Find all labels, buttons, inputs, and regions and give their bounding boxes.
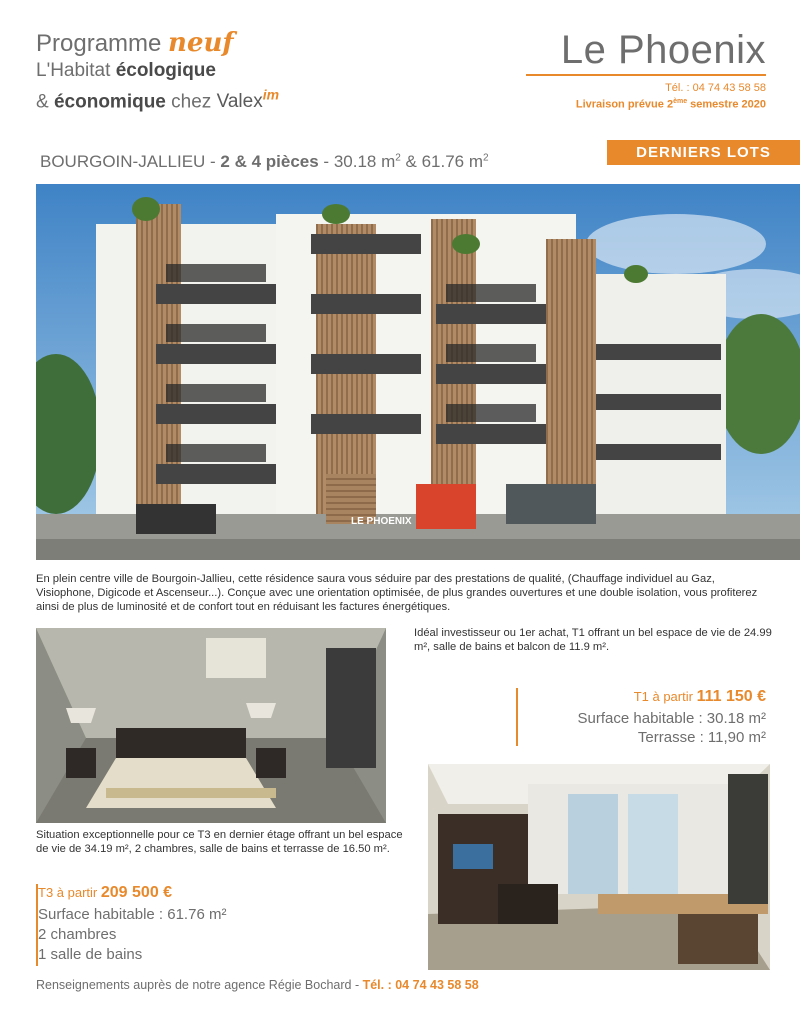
programme-header xyxy=(36,28,356,114)
habitat-bold: écologique xyxy=(115,60,216,81)
bedroom-rendering xyxy=(36,628,386,823)
dash-1: - xyxy=(205,152,221,171)
city: BOURGOIN-JALLIEU xyxy=(40,152,206,171)
building-sign: LE PHOENIX xyxy=(351,516,412,527)
derniers-lots-badge: DERNIERS LOTS xyxy=(607,140,800,165)
programme-line xyxy=(36,28,356,59)
size-a: 30.18 m xyxy=(333,152,396,171)
t1-pricing-box xyxy=(516,688,766,746)
t1-price: 111 150 € xyxy=(696,688,766,705)
habitat-bold-2: économique xyxy=(53,91,166,113)
t3-surface: Surface habitable : 61.76 m² xyxy=(38,906,227,923)
delivery-sup: ème xyxy=(673,98,688,105)
delivery-date xyxy=(576,98,766,111)
delivery-prefix: Livraison prévue 2 xyxy=(575,98,674,111)
living-room-illustration xyxy=(428,764,770,970)
size-b: & 61.76 m xyxy=(400,152,484,171)
t1-surface: Surface habitable : 30.18 m² xyxy=(577,710,766,727)
programme-accent: neuf xyxy=(168,28,234,58)
t3-price-line xyxy=(38,884,172,902)
t3-price: 209 500 € xyxy=(100,884,173,901)
brand-title: Le Phoenix xyxy=(560,28,766,72)
habitat-prefix: L'Habitat xyxy=(36,60,111,81)
valexim-logo xyxy=(216,87,280,113)
brand-phone xyxy=(665,82,766,94)
footer-contact xyxy=(36,978,479,992)
bedroom-illustration xyxy=(36,628,386,823)
living-room-rendering xyxy=(428,764,770,970)
building-illustration xyxy=(36,184,800,560)
building-rendering xyxy=(36,184,800,560)
sup-a: 2 xyxy=(395,152,401,164)
delivery-suffix: semestre 2020 xyxy=(690,98,766,111)
habitat-amp: & xyxy=(36,91,49,113)
rooms: 2 & 4 pièces xyxy=(220,152,319,171)
valex-im-text: im xyxy=(262,87,280,103)
phone-number: 04 74 43 58 58 xyxy=(692,82,766,94)
valex-text: Valex xyxy=(216,91,263,113)
t3-chambres: 2 chambres xyxy=(38,926,117,943)
programme-prefix: Programme xyxy=(36,30,162,57)
sup-b: 2 xyxy=(483,152,489,164)
habitat-line-2 xyxy=(36,83,356,114)
t1-terrasse: Terrasse : 11,90 m² xyxy=(637,729,766,746)
habitat-line-1 xyxy=(36,59,356,83)
footer-phone: Tél. : 04 74 43 58 58 xyxy=(362,978,479,992)
footer-text: Renseignements auprès de notre agence Régie Bochard - xyxy=(36,978,363,992)
t3-description: Situation exceptionnelle pour ce T3 en dernier étage offrant un bel espace de vie de 34.19 m², 2 chambres, salle de bains et terrasse de 16.50 m². xyxy=(36,829,403,855)
t1-price-line xyxy=(634,688,766,706)
t1-description: Idéal investisseur ou 1er achat, T1 offrant un bel espace de vie de 24.99 m², salle de bains et balcon de 11.9 m². xyxy=(414,627,772,653)
t1-price-label: T1 à partir xyxy=(633,689,693,704)
dash-2: - xyxy=(318,152,334,171)
description-text: En plein centre ville de Bourgoin-Jallieu, cette résidence saura vous séduire par des prestations de qualité, (Chauffage individuel au Gaz, Visiophone, Digicode et Ascenseur...). Conçue avec une orientation optimisée, de plus grandes ouvertures et une double isolation, vous profiterez ainsi de plus de luminosité et de confort tout en réduisant les factures énergétiques. xyxy=(36,573,758,613)
t3-price-label: T3 à partir xyxy=(38,885,98,900)
t3-pricing-box xyxy=(36,884,296,966)
habitat-chez: chez xyxy=(171,91,212,113)
location-line xyxy=(40,152,489,172)
phone-label: Tél. : xyxy=(665,82,690,94)
brand-divider xyxy=(526,74,766,76)
t3-salle-de-bains: 1 salle de bains xyxy=(38,946,143,963)
